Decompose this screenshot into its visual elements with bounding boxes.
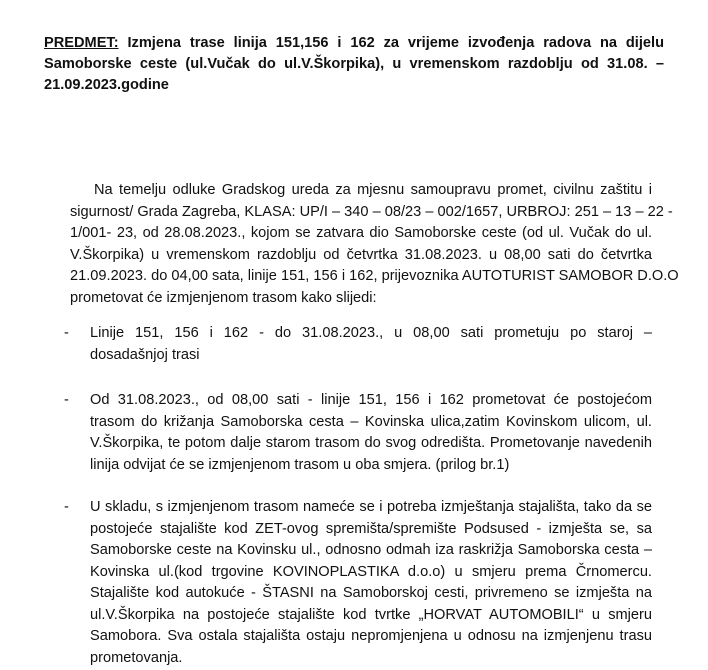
list-item-line: linija odvijat će se izmjenjenom trasom u oba smjera. (prilog br.1) <box>90 456 510 473</box>
list-item-line: trasom do križanja Samoborska cesta – Kovinska ulica,zatim Kovinskom ulicom, ul. <box>90 413 652 430</box>
list-item-line: V.Škorpika, te potom dalje starom trasom do svog odredišta. Prometovanje navedenih <box>90 435 652 451</box>
list-item-line: Linije 151, 156 i 162 - do 31.08.2023., u 08,00 sati prometuju po staroj – <box>90 325 652 341</box>
list-item-line: Od 31.08.2023., od 08,00 sati - linije 151, 156 i 162 prometovat će postojećom <box>90 392 652 408</box>
intro-line: 21.09.2023. do 04,00 sata, linije 151, 156 i 162, prijevoznika AUTOTURIST SAMOBOR D.O.O <box>70 268 679 284</box>
bullet-dash: - <box>64 499 69 515</box>
list-item-text <box>90 390 652 476</box>
intro-paragraph <box>70 180 679 309</box>
subject-heading <box>44 33 664 96</box>
intro-line: V.Škorpika) u vremenskom razdoblju od četvrtka 31.08.2023. u 08,00 sati do četvrtka <box>70 246 652 263</box>
bullet-dash: - <box>64 392 69 408</box>
intro-line: Na temelju odluke Gradskog ureda za mjesnu samoupravu promet, civilnu zaštitu i <box>94 182 652 198</box>
list-item-line: Kovinska ul.(kod trgovine KOVINOPLASTIKA d.o.o) u smjeru prema Črnomercu. <box>90 563 652 580</box>
list-item-line: prometovanja. <box>90 649 183 666</box>
subject-line-3: 21.09.2023.godine <box>44 77 169 93</box>
subject-label: PREDMET: <box>44 35 119 51</box>
intro-line: prometovat će izmjenjenom trasom kako slijedi: <box>70 289 377 306</box>
list-item-line: Samobora. Sva ostala stajališta ostaju nepromjenjena u odnosu na izmjenjenu trasu <box>90 628 652 644</box>
subject-text: Izmjena trase linija 151,156 i 162 za vrijeme izvođenja radova na dijelu <box>118 35 664 51</box>
intro-line: 1/001- 23, od 28.08.2023., kojom se zatvara dio Samoborske ceste (od ul. Vučak do ul. <box>70 225 652 241</box>
intro-line: sigurnost/ Grada Zagreba, KLASA: UP/I – 340 – 08/23 – 002/1657, URBROJ: 251 – 13 – 22 - <box>70 203 673 220</box>
bullet-dash: - <box>64 325 69 341</box>
list-item-text <box>90 497 652 669</box>
list-item-text <box>90 323 652 366</box>
list-item-line: Stajalište kod autokuće - ŠTASNI na Samoborskoj cesti, privremeno se izmješta na <box>90 585 652 601</box>
subject-line-1 <box>44 33 664 54</box>
list-item-line: U skladu, s izmjenjenom trasom nameće se i potreba izmještanja stajališta, tako da se <box>90 499 652 515</box>
list-item-line: postojeće stajalište kod ZET-ovog spremišta/spremište Podsused - izmješta se, sa <box>90 520 652 537</box>
subject-line-2: Samoborske ceste (ul.Vučak do ul.V.Škorpika), u vremenskom razdoblju od 31.08. – <box>44 56 664 72</box>
list-item-line: ul.V.Škorpika na postojeće stajalište kod tvrtke „HORVAT AUTOMOBILI“ u smjeru <box>90 606 652 623</box>
list-item-line: Samoborske ceste na Kovinsku ul., odnosno odmah iza raskrižja Samoborska cesta – <box>90 542 652 558</box>
list-item-line: dosadašnjoj trasi <box>90 346 200 363</box>
